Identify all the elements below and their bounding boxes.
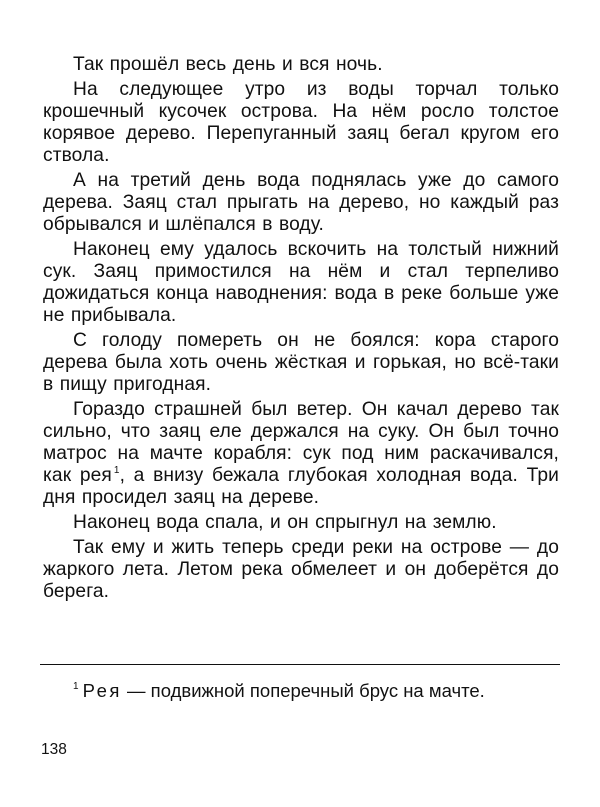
footnote-reference: 1 xyxy=(113,465,120,476)
paragraph: Так ему и жить теперь среди реки на острове — до жаркого лета. Летом река обмелеет и он доберётся до берега. xyxy=(43,537,559,602)
page-number: 138 xyxy=(41,741,67,758)
paragraph: С голоду помереть он не боялся: кора старого дерева была хоть очень жёсткая и горькая, но всё-таки в пищу пригодная. xyxy=(43,330,559,395)
paragraph: Наконец вода спала, и он спрыгнул на землю. xyxy=(73,512,497,533)
paragraph: На следующее утро из воды торчал только крошечный кусочек острова. На нём росло толстое корявое дерево. Перепуганный заяц бегал кругом его ствола. xyxy=(43,79,559,166)
footnote-marker: 1 xyxy=(73,681,79,692)
paragraph: Наконец ему удалось вскочить на толстый нижний сук. Заяц примостился на нём и стал терпеливо дожидаться конца наводнения: вода в реке больше уже не прибывала. xyxy=(43,239,559,326)
footnote xyxy=(43,680,559,702)
footnote-divider xyxy=(40,664,560,665)
footnote-term: Рея xyxy=(82,680,122,701)
paragraph-text-after-note: , а внизу бежала глубокая холодная вода. Три дня просидел заяц на дереве. xyxy=(43,465,559,508)
paragraph: А на третий день вода поднялась уже до самого дерева. Заяц стал прыгать на дерево, но каждый раз обрывался и шлёпался в воду. xyxy=(43,170,559,235)
paragraph: Так прошёл весь день и вся ночь. xyxy=(73,54,383,75)
paragraph-text-before-note: Гораздо страшней был ветер. Он качал дерево так сильно, что заяц еле держался на суку. Он был точно матрос на мачте корабля: сук под ним раскачивался, как рея xyxy=(43,399,559,486)
story-text xyxy=(43,54,559,603)
paragraph-with-footnote xyxy=(43,399,559,509)
footnote-definition: — подвижной поперечный брус на мачте. xyxy=(121,680,485,701)
